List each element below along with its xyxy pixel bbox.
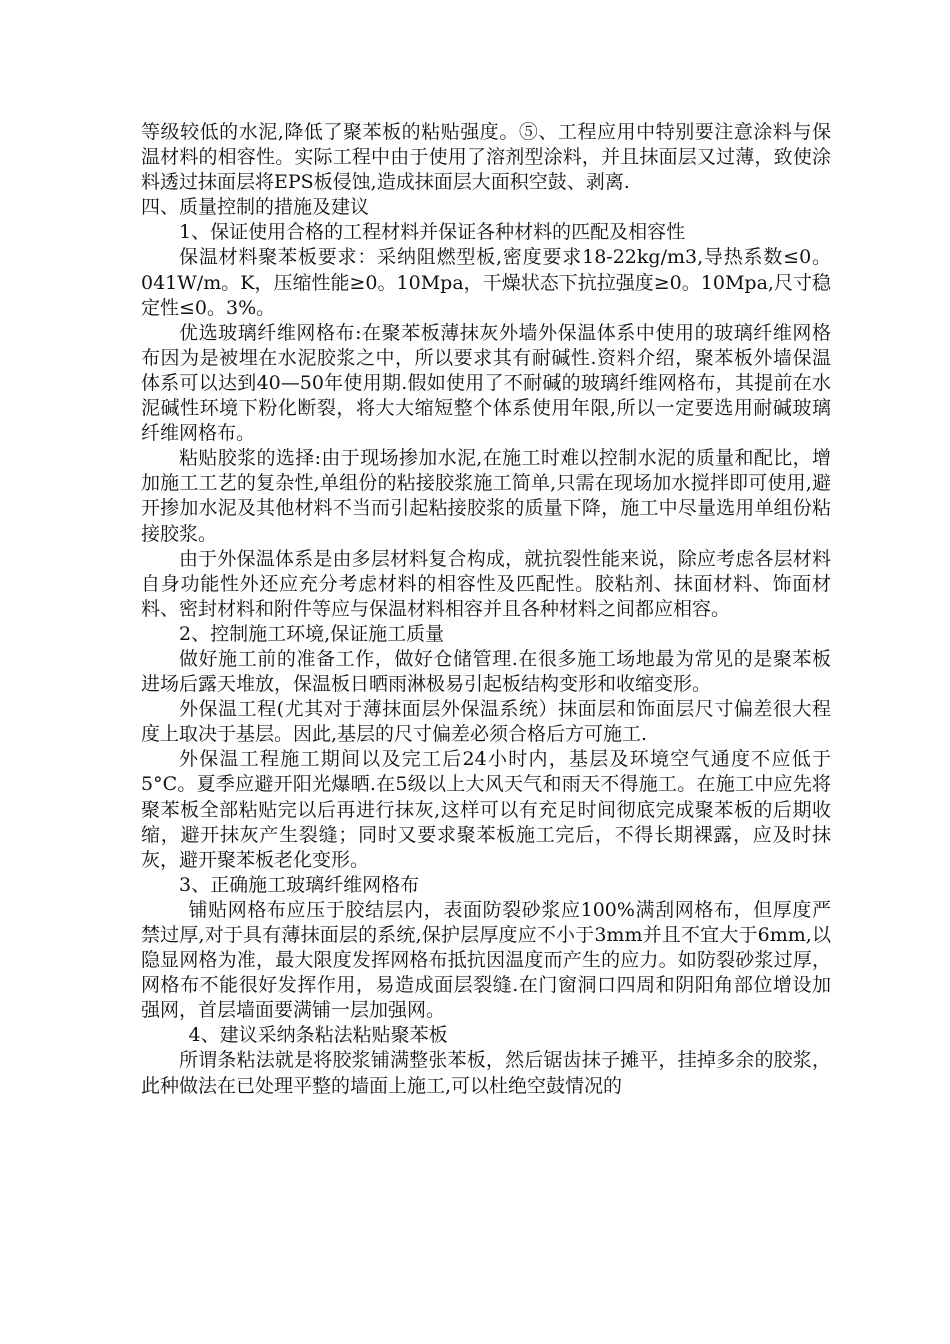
paragraph-base-layer: 外保温工程(尤其对于薄抹面层外保温系统）抹面层和饰面层尺寸偏差很大程度上取决于基层。因此,基层的尺寸偏差必须合格后方可施工. xyxy=(141,698,831,746)
paragraph-strip-bonding: 所谓条粘法就是将胶浆铺满整张苯板，然后锯齿抹子摊平，挂掉多余的胶浆，此种做法在已处理平整的墙面上施工,可以杜绝空鼓情况的 xyxy=(141,1049,831,1097)
subheading-1: 1、保证使用合格的工程材料并保证各种材料的匹配及相容性 xyxy=(179,221,686,244)
paragraph-insulation-requirements: 保温材料聚苯板要求：采纳阻燃型板,密度要求18-22kg/m3,导热系数≤0。041W/m。K，压缩性能≥0。10Mpa，干燥状态下抗拉强度≥0。10Mpa,尺寸稳定性≤0。3%。 xyxy=(141,246,831,319)
subheading-4: 4、建议采纳条粘法粘贴聚苯板 xyxy=(188,1024,448,1047)
paragraph-mesh-laying: 铺贴网格布应压于胶结层内，表面防裂砂浆应100%满刮网格布，但厚度严禁过厚,对于具有薄抹面层的系统,保护层厚度应不小于3mm并且不宜大于6mm,以隐显网格为准，最大限度发挥网格布抵抗因温度而产生的应力。如防裂砂浆过厚，网格布不能很好发挥作用，易造成面层裂缝.在门窗洞口四周和阴阳角部位增设加强网，首层墙面要满铺一层加强网。 xyxy=(141,898,831,1022)
paragraph-continuation: 等级较低的水泥,降低了聚苯板的粘贴强度。⑤、工程应用中特别要注意涂料与保温材料的相容性。实际工程中由于使用了溶剂型涂料，并且抹面层又过薄，致使涂料透过抹面层将EPS板侵蚀,造成抹面层大面积空鼓、剥离. xyxy=(141,121,831,194)
paragraph-glass-fiber-mesh: 优选玻璃纤维网格布:在聚苯板薄抹灰外墙外保温体系中使用的玻璃纤维网格布因为是被埋在水泥胶浆之中，所以要求其有耐碱性.资料介绍，聚苯板外墙保温体系可以达到40—50年使用期.假如使用了不耐碱的玻璃纤维网格布，其提前在水泥碱性环境下粉化断裂，将大大缩短整个体系使用年限,所以一定要选用耐碱玻璃纤维网格布。 xyxy=(141,321,831,445)
subheading-3: 3、正确施工玻璃纤维网格布 xyxy=(179,873,420,896)
paragraph-preparation: 做好施工前的准备工作，做好仓储管理.在很多施工场地最为常见的是聚苯板进场后露天堆放，保温板日晒雨淋极易引起板结构变形和收缩变形。 xyxy=(141,647,831,696)
document-body xyxy=(141,120,831,1099)
paragraph-adhesive-selection: 粘贴胶浆的选择:由于现场掺加水泥,在施工时难以控制水泥的质量和配比，增加施工工艺的复杂性,单组份的粘接胶浆施工简单,只需在现场加水搅拌即可使用,避开掺加水泥及其他材料不当而引起粘接胶浆的质量下降，施工中尽量选用单组份粘接胶浆。 xyxy=(141,447,831,545)
section-heading-4: 四、质量控制的措施及建议 xyxy=(141,196,370,219)
paragraph-construction-conditions: 外保温工程施工期间以及完工后24小时内，基层及环境空气通度不应低于5°C。夏季应避开阳光爆晒.在5级以上大风天气和雨天不得施工。在施工中应先将聚苯板全部粘贴完以后再进行抹灰,这样可以有充足时间彻底完成聚苯板的后期收缩，避开抹灰产生裂缝；同时又要求聚苯板施工完后，不得长期裸露，应及时抹灰，避开聚苯板老化变形。 xyxy=(141,748,831,871)
subheading-2: 2、控制施工环境,保证施工质量 xyxy=(179,622,445,645)
paragraph-material-compatibility: 由于外保温体系是由多层材料复合构成，就抗裂性能来说，除应考虑各层材料自身功能性外还应充分考虑材料的相容性及匹配性。胶粘剂、抹面材料、饰面材料、密封材料和附件等应与保温材料相容并且各种材料之间都应相容。 xyxy=(141,547,831,620)
